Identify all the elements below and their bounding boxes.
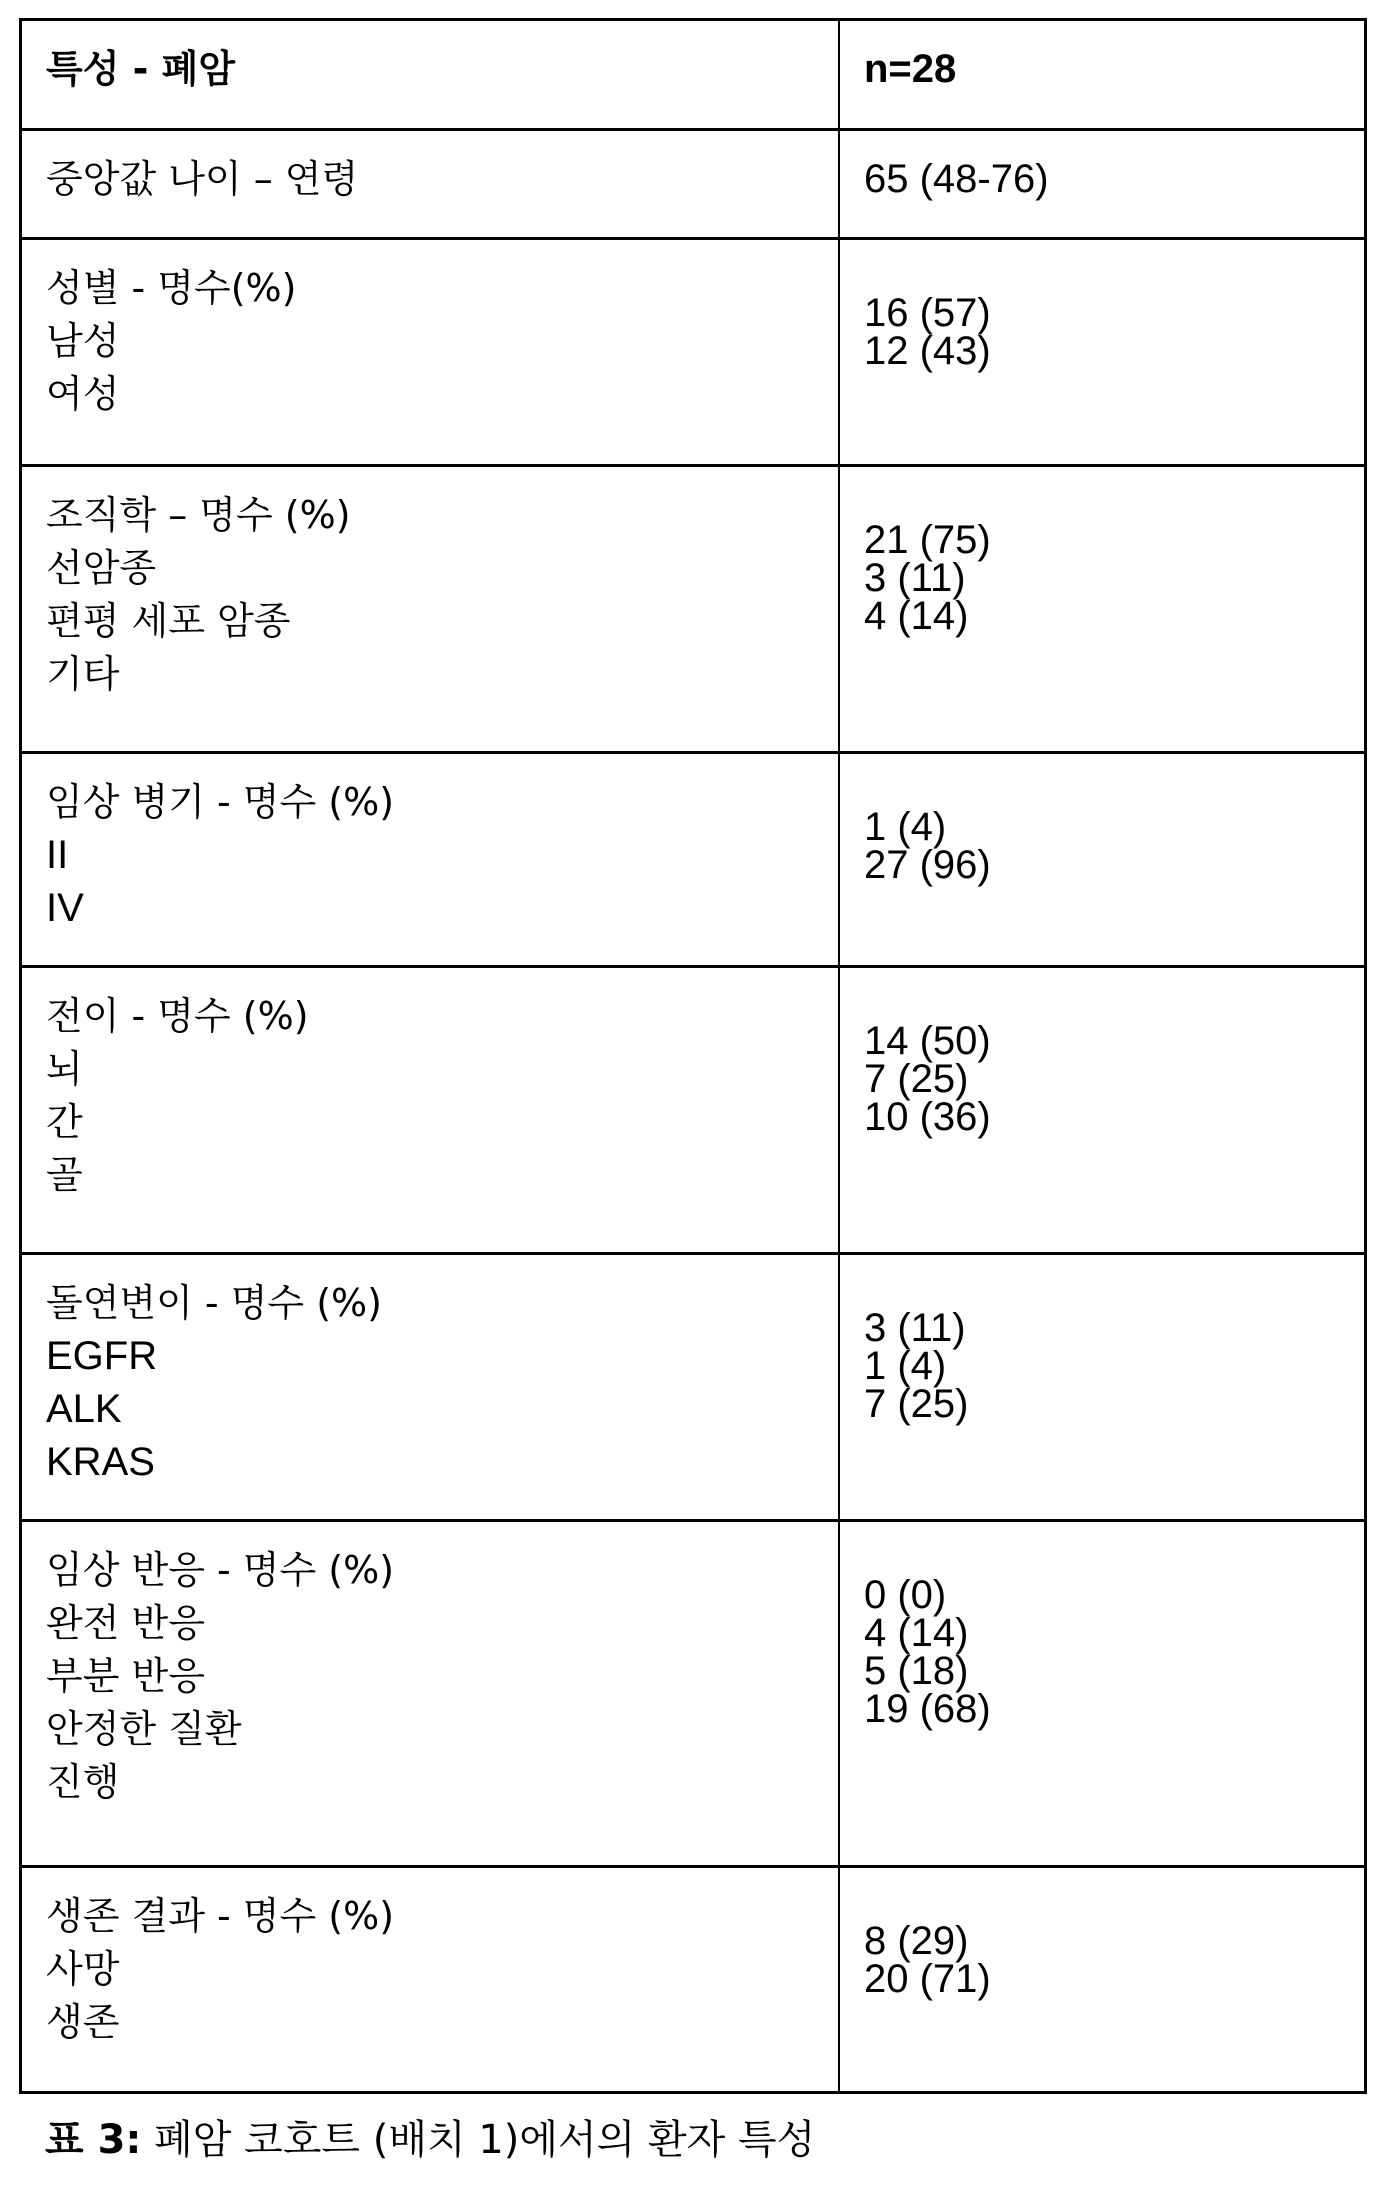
row-label: 성별 - 명수(%)	[46, 262, 838, 315]
row-item: KRAS	[46, 1436, 838, 1489]
patient-characteristics-table	[19, 18, 1367, 2094]
value-cell	[840, 1522, 1364, 1865]
characteristic-cell	[22, 1255, 840, 1519]
row-label: 돌연변이 - 명수 (%)	[46, 1277, 838, 1330]
row-item: IV	[46, 882, 838, 935]
header-cell	[840, 21, 1364, 128]
value-cell	[840, 1255, 1364, 1519]
characteristic-cell	[22, 240, 840, 464]
row-value: 0 (0)	[864, 1576, 1364, 1614]
row-item: 부분 반응	[46, 1650, 838, 1703]
table-row	[22, 1519, 1364, 1865]
row-value: 14 (50)	[864, 1022, 1364, 1060]
table-caption	[45, 2108, 815, 2165]
row-value: 4 (14)	[864, 597, 1364, 635]
characteristic-cell	[22, 131, 840, 237]
characteristic-cell	[22, 968, 840, 1252]
row-item: 간	[46, 1096, 838, 1149]
header-cell	[22, 21, 840, 128]
row-item: 골	[46, 1149, 838, 1202]
row-label: 전이 - 명수 (%)	[46, 990, 838, 1043]
row-item: 뇌	[46, 1043, 838, 1096]
row-value: 3 (11)	[864, 559, 1364, 597]
value-cell	[840, 1868, 1364, 2091]
row-value: 20 (71)	[864, 1960, 1364, 1998]
characteristic-cell	[22, 1522, 840, 1865]
header-n: n=28	[864, 43, 1364, 96]
row-item: 기타	[46, 648, 838, 701]
row-value: 7 (25)	[864, 1060, 1364, 1098]
value-cell	[840, 467, 1364, 751]
characteristic-cell	[22, 1868, 840, 2091]
table-row	[22, 965, 1364, 1252]
caption-prefix: 표 3:	[45, 2117, 141, 2163]
value-cell	[840, 131, 1364, 237]
row-value: 8 (29)	[864, 1922, 1364, 1960]
table-row	[22, 751, 1364, 965]
table-row	[22, 237, 1364, 464]
table-row	[22, 1865, 1364, 2091]
row-value: 12 (43)	[864, 332, 1364, 370]
value-cell	[840, 754, 1364, 965]
row-item: 사망	[46, 1943, 838, 1996]
row-item: ALK	[46, 1383, 838, 1436]
row-item: II	[46, 829, 838, 882]
row-value: 4 (14)	[864, 1614, 1364, 1652]
row-value: 21 (75)	[864, 521, 1364, 559]
row-value: 7 (25)	[864, 1385, 1364, 1423]
row-label: 중앙값 나이 – 연령	[46, 153, 838, 206]
row-value: 10 (36)	[864, 1098, 1364, 1136]
row-label: 임상 반응 - 명수 (%)	[46, 1544, 838, 1597]
row-label: 조직학 – 명수 (%)	[46, 489, 838, 542]
row-value: 5 (18)	[864, 1652, 1364, 1690]
row-value: 1 (4)	[864, 1347, 1364, 1385]
row-label: 생존 결과 - 명수 (%)	[46, 1890, 838, 1943]
row-item: 진행	[46, 1756, 838, 1809]
value-cell	[840, 968, 1364, 1252]
table-row	[22, 128, 1364, 237]
row-item: 생존	[46, 1996, 838, 2049]
row-value: 19 (68)	[864, 1690, 1364, 1728]
characteristic-cell	[22, 467, 840, 751]
table-header-row	[22, 21, 1364, 128]
table-row	[22, 1252, 1364, 1519]
caption-text: 폐암 코호트 (배치 1)에서의 환자 특성	[141, 2117, 815, 2163]
row-item: 여성	[46, 368, 838, 421]
row-value: 3 (11)	[864, 1309, 1364, 1347]
row-item: 선암종	[46, 542, 838, 595]
header-characteristic: 특성 - 폐암	[46, 43, 838, 96]
row-item: 편평 세포 암종	[46, 595, 838, 648]
row-value: 65 (48-76)	[864, 153, 1364, 206]
row-item: 안정한 질환	[46, 1703, 838, 1756]
value-cell	[840, 240, 1364, 464]
table-row	[22, 464, 1364, 751]
row-item: 남성	[46, 315, 838, 368]
row-value: 16 (57)	[864, 294, 1364, 332]
characteristic-cell	[22, 754, 840, 965]
row-value: 27 (96)	[864, 846, 1364, 884]
row-item: EGFR	[46, 1330, 838, 1383]
row-value: 1 (4)	[864, 808, 1364, 846]
row-label: 임상 병기 - 명수 (%)	[46, 776, 838, 829]
row-item: 완전 반응	[46, 1597, 838, 1650]
